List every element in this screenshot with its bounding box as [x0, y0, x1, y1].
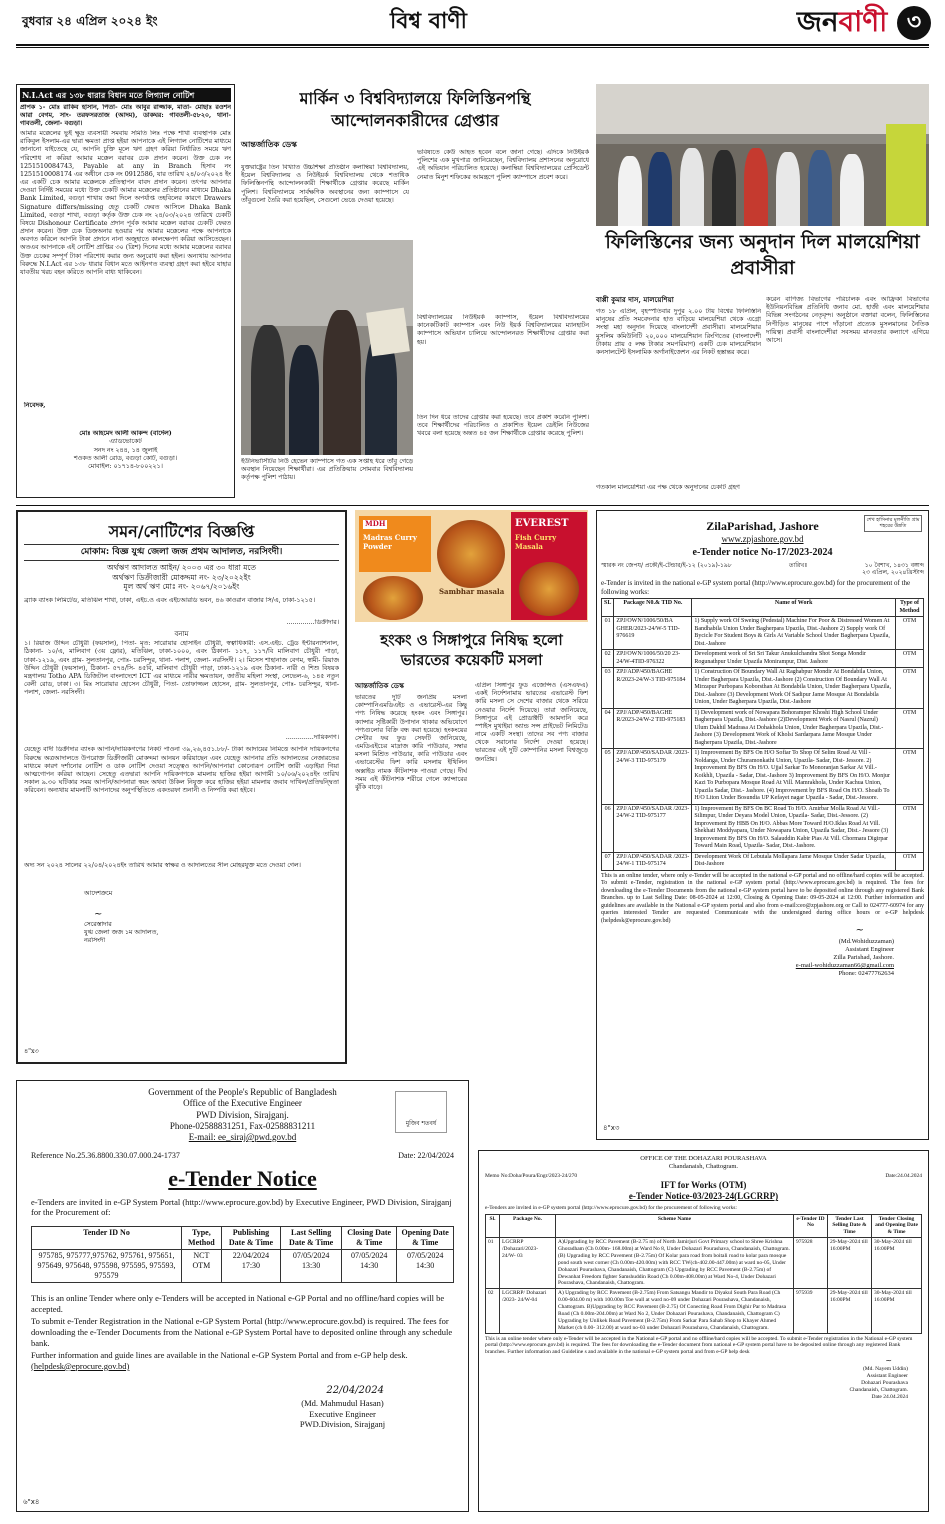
pwd-size: ৬"x৪ — [23, 1498, 40, 1507]
doha-footer: This is an online tender where only e-Tender will be accepted in the National e-GP portal and no offline/hard copies will be accepted. To submit e-Tender registration in the National e-GP system portal (http://www.eprocure.gov.bd) is required. The fees for downloading the e-Tender document from national e-GP system portal have to be deposited online through any registered Bank branches. Further information and Guideline s and available in the national e-GP system portal and from e-GP help desk — [485, 1335, 913, 1356]
spice-brand1: MDH — [365, 519, 386, 528]
summons-debtor: ..............দায়িকগণ। — [285, 734, 339, 742]
zila-cell-package: ZPJ/ADP/450/BAGHE R/2023-24/W-3 TID-975184 — [614, 668, 692, 709]
table-row — [602, 650, 924, 668]
section-rule — [16, 505, 929, 506]
masthead-logo — [797, 4, 931, 40]
ni-act-sign-addr: শওকত আলী রোড, বগুড়া কোর্ট, বগুড়া। — [73, 454, 178, 462]
zila-memo: স্মারক নং জেপয/ প্রকৌ/ই-টেন্ডার/ই-১২ (২০১৯)-১৯৮ — [601, 561, 732, 569]
doha-col-scheme: Scheme Name — [556, 1214, 794, 1238]
summons-sign1: সেরেস্তাদার — [84, 921, 112, 929]
malaysia-strap: বাপ্পী কুমার দাস, মালয়েশিয়া — [596, 295, 674, 304]
summons-case: অর্থঋণ ডিক্রীজারী মোকদ্দমা নং- ২৩/২০২২ইং — [112, 572, 251, 582]
doha-sign-role: Assistant Engineer — [866, 1373, 908, 1379]
zila-cell-sl: 06 — [602, 804, 614, 852]
doha-col-sl: Sl. — [486, 1214, 500, 1238]
pwd-col-type: Type, Method — [182, 1227, 222, 1250]
pwd-sign-org: PWD.Division, Sirajganj — [299, 1419, 386, 1430]
doha-sign-org: Dohazari Pourashava — [861, 1379, 908, 1386]
summons-body: যেহেতু বাদী ডিক্রীদার ব্যাংক আপনি/দায়িকগণের নিকট পাওনা ৩৯,২৬,৪৫১.৮৮/- টাকা আদায়ের নিমিত্তে আপনি দায়িকগণের বিরুদ্ধে অত্রআদালতে উপরোক্ত ডিক্রীজারী মোকদ্দমা আনয়ন করিয়াছেন এবং যেহেতু আপনার প্রতি আদালতের নেজারতের মাধ্যমে কারণ দর্শানোর নোটিশ ও ডাক নোটিশ দেওয়া সত্ত্বেও আপনি/আপনারা কোনোরূপ নোটিশ জারী এড়াইয়া গিয়া আত্মগোপন করিয়া আছেন। সেহেতু এতদ্বারা আপনি দায়িকগণকে মামলায় হাজির হইয়া আগামী ১০/০৬/২০২৪ইং তারিখ সকাল ৯.৩০ ঘটিকার সময় আপনি/আপনারা স্বয়ং অথবা উকিল নিযুক্ত করে হাজির হইয়া মামলায় জবাব দাখিল/প্রতিদ্বন্দ্বিতা করিবেন। অন্যথায় মামলাটি আপনাদের অনুপস্থিতিতে একতরফা শুনানী ও নিষ্পত্তি করা হইবে। — [24, 746, 339, 795]
zila-size: ৪"x৩ — [603, 1124, 620, 1133]
us-headline: মার্কিন ৩ বিশ্ববিদ্যালয়ে ফিলিস্তিনপন্থি আন্দোলনকারীদের গ্রেপ্তার — [299, 89, 531, 130]
pwd-intro: e-Tenders are invited in e-GP System Portal (http://www.eprocure.gov.bd) by Executive Engineer, PWD Division, Sirajganj for the Procurement of: — [31, 1196, 452, 1218]
doha-cell-sl: 01 — [486, 1238, 500, 1289]
malaysia-col1: গত ১৮ এপ্রিল, বৃহস্পতিবার দুপুর ২.০০ টায় বিশ্বের ফিলিস্তিনি মানুষের প্রতি সমবেদনার হাত বাড়িয়ে মালয়েশিয়া থেকে এগ্রো সংস্থা মহা অনুদান দিয়েছে বাংলাদেশী প্রবাসীরা। মালয়েশিয়ার মুসলিম কমিউনিটি ২০,০০০ মালয়েশিয়ান রিংগিতের (বাংলাদেশী টাকায় প্রায় ৫ লক্ষ টাকার সমপরিমাণ) একটি চেক মালয়েশিয়ান কনসালটেন্ট ইসলামিক অর্গানাইজেশন এর নিকট হস্তান্তর করে। — [596, 308, 761, 356]
pwd-tender — [16, 1080, 469, 1512]
summons-plaintiff: ব্র্যাক ব্যাংক লিমিটেড, মতিঝিল শাখা, ঢাকা, এইচ.ও এবং এইচআরডি ভবন, ৪৬ কাওরান বাজার সি/এ, ঢাকা-১২১৫। — [24, 597, 315, 605]
pwd-div: PWD Division, Sirajganj. — [196, 1109, 289, 1120]
pwd-gov: Government of the People's Republic of Bangladesh — [148, 1087, 337, 1097]
ni-act-body: আমার মক্কেলের ভুই ক্ষুদ্র ব্যবসায়ী সমবায় সমিতি লিঃ পক্ষে শাখা ব্যবস্থাপক মোঃ রাকিবুল ইসলাম-এর দ্বারা ক্ষমতা প্রাপ্ত হইয়া আপনাকে এই লিগ্যাল নোটিশের মাধ্যমে জানানো যাইতেছে যে, আপনি চুক্তি মূলে ঋণ গ্রহণ করিয়া নির্ধারিত সময়ে ঋণ পরিশোধ না করিয়া আমার মক্কেল বরাবর চেক প্রদান করেন। উক্ত চেক নং 1251510084743, Payable at any in Branch হিসাব নং 1251510008174 এর অধীনে চেক নং 0912586, যার তারিখ ২৪/০৩/২০২৪ ইং এর একটি চেক আমার মক্কেলকে প্রতিস্থাপন বাবদ প্রদান করেন। তৎপর আপনার দেওয়া নির্দিষ্ট সময়ের মধ্যে উক্ত চেকটি আমার মক্কেলের প্রতিষ্ঠানের মাধ্যমে Dhaka Bank Limited, বগুড়া শাখায় জমা দিলে অপর্যাপ্ত তহবিলের কারণে Drawers Signature differs/missing হেতু চেকটি ফেরত আসিলে Dhaka Bank Limited, বগুড়া শাখা, বগুড়া কর্তৃক উক্ত চেক নং ২৪/০৩/২০২৪ তারিখে চেকটি বিষয়ে Dishonour Certificate প্রদান পূর্বক আমার মক্কেল বরাবর চেকটি ফেরত প্রদান করেন। উক্ত চেক ডিজঅনার হওয়ার পর আমার মক্কেলের পক্ষে আপনাকে অবগত করিলে আপনি টাকা প্রদানে নানা অজুহাতে কালক্ষেপণ করিয়া আসিতেছেন। অতএব আপনাকে এই নোটিশ প্রাপ্তির ৩০ (ত্রিশ) দিনের মধ্যে আমার মক্কেলের বরাবর উক্ত চেকের সম্পূর্ণ টাকা পরিশোধ করার জন্য অনুরোধ করা হইল। অন্যথায় আপনার বিরুদ্ধে N.I.Act এর ১৩৮ ধারার বিধান মতে আইনগত ব্যবস্থা গ্রহণ করা হইবে যাহার যাবতীয় খরচ বহন করিতে আপনি বাধ্য থাকিবেন। — [20, 130, 231, 276]
zila-cell-work: 1) Development work of Nowapara Bohoramper Khoshi High School Under Bagherpara Upazila, Dist.-Jashore (2)Development Work of Nasrul (Nazrul) Ulum Dakhil Madrasa At Dohakhola Union, Under Bagherpara Upazila, Dist.-Jashore (3) Development Work of Kholsi Sardarpara Jame Mosque Under Bagherpara Upazila, Dist.-Jashore — [692, 708, 896, 749]
summons-act: অর্থঋণ আদালত আইন/ ২০০৩ এর ৩০ ধারা মতে — [106, 563, 257, 573]
summons-date-line: অদ্য সন ২০২৪ সালের ২২/০৪/২০২৪ইং তারিখ আমার স্বাক্ষর ও আদালতের সীল মোহরযুক্ত মতে দেওয়া গেল। — [24, 862, 301, 870]
pwd-cell-publish: 22/04/2024 17:30 — [221, 1250, 280, 1283]
malaysia-col2: করেন বাণিজ্য বিভাগের পরিচালক এবং আফ্রিকা বিভাগের ইউনিয়নবিভিন্ন প্রতিনিধি জনাব মো. হাজী এবং মালয়েশিয়ার বিভিন্ন সংগঠনের নেতৃবৃন্দ। অনুষ্ঠানে বক্তারা বলেন, ফিলিস্তিনের নিপীড়িত মানুষের পাশে দাঁড়ানো প্রত্যেক মুসলমানের নৈতিক দায়িত্ব। প্রবাসী বাংলাদেশীরা সবসময় মানবতার কল্যাণে এগিয়ে আসে। — [766, 296, 929, 344]
zila-sign-email: e-mail-wohiduzzaman66@gmail.com — [795, 962, 894, 970]
ni-act-sign-reg: সনদ নং ২৪৪, ১৪ জুলাই — [93, 446, 158, 454]
doha-cell-sl: 02 — [486, 1289, 500, 1333]
doha-cell-closing: 30-May-2024 till 16:00PM — [872, 1289, 922, 1333]
page-number: ৩ — [897, 6, 931, 40]
doha-sign-name: (Md. Nayem Uddin) — [862, 1366, 908, 1373]
zila-table — [601, 598, 924, 871]
pwd-col-publish: Publishing Date & Time — [221, 1227, 280, 1250]
summons-size: ৪"x৩ — [24, 1047, 39, 1055]
us-caption: ইউনিভার্সিটির নিউ হেভেন ক্যাম্পাসে গত এক সপ্তাহ ধরে তাঁবু গেড়ে অবস্থান নিয়েছেন শিক্ষার্থীরা। এর প্রতিক্রিয়ায় সোমবার বিশ্ববিদ্যালয় কর্তৃপক্ষ পুলিশ পাঠায়। — [241, 458, 413, 482]
doha-cell-closing: 30-May-2024 till 16:00PM — [872, 1238, 922, 1289]
pwd-sign-date: 22/04/2024 — [326, 1385, 384, 1397]
pwd-col-opening: Opening Date & Time — [397, 1227, 454, 1250]
spice-story — [355, 510, 588, 1064]
zila-cell-package: ZPJ/ADP/450/SADAR /2023-24/W-3 TID-975179 — [614, 749, 692, 805]
doha-cell-selling: 29-May-2024 till 16:00PM — [828, 1289, 872, 1333]
pwd-cell-type: NCT OTM — [182, 1250, 222, 1283]
zila-col-package: Package N0.& TID No. — [614, 599, 692, 617]
summons-decree-holder: ..............ডিক্রীদার। — [286, 619, 339, 627]
summons-signature: ~ — [94, 908, 103, 920]
ni-act-sign-label: নিবেদক, — [24, 402, 46, 409]
pwd-ref: Reference No.25.36.8800.330.07.000.24-1737 — [31, 1151, 180, 1161]
us-col1: যুক্তরাষ্ট্রের তিন বিখ্যাত উচ্চশিক্ষা প্রতিষ্ঠান কলাম্বিয়া বিশ্ববিদ্যালয়, ইয়েল বিশ্ববিদ্যালয় ও নিউইয়র্ক বিশ্ববিদ্যালয় থেকে শতাধিক ফিলিস্তিনপন্থি আন্দোলনকারী শিক্ষার্থীকে গ্রেপ্তার করেছে মার্কিন পুলিশ। বিশ্ববিদ্যালয়ে সার্বক্ষণিক অবস্থানের জন্য ক্যাম্পাসে যে তাঁবুগুলো তৈরি করা হয়েছিল, সেগুলো ভেঙে দেওয়া হয়েছে। — [241, 164, 409, 204]
table-row — [486, 1289, 922, 1333]
spice-product1: Madras Curry Powder — [363, 533, 417, 551]
zila-sign-role: Assistant Engineer — [845, 945, 894, 953]
pwd-title: e-Tender Notice — [168, 1166, 317, 1192]
zila-col-method: Type of Method — [896, 599, 924, 617]
zila-sign-name: (Md.Wohiduzzaman) — [838, 937, 894, 945]
zila-cell-sl: 03 — [602, 668, 614, 709]
issue-date: বুধবার ২৪ এপ্রিল ২০২৪ ইং — [22, 14, 158, 28]
zila-badge: শেখ হাসিনার মূলনীতি গ্রাম শহরের উন্নতি — [864, 515, 922, 532]
pwd-cell-id: 975785, 975777,975762, 975761, 975651, 975649, 975648, 975598, 975595, 975593, 975579 — [32, 1250, 182, 1283]
spice-photo — [355, 510, 588, 622]
pwd-cell-selling: 07/05/2024 13:30 — [281, 1250, 342, 1283]
malaysia-footer: গতকাল মালয়েশিয়া এর পক্ষ থেকে অনুদানের চেকটি গ্রহণ — [596, 484, 740, 491]
pwd-col-selling: Last Selling Date & Time — [281, 1227, 342, 1250]
zila-date-bn: ১০ বৈশাখ, ১৪৩১ বঙ্গাব্দ — [864, 561, 924, 569]
zila-cell-package: ZPJ/ADP/450/SADAR /2023-24/W-1 TID-975174 — [614, 852, 692, 870]
zila-web: www.zpjashore.gov.bd — [721, 534, 804, 544]
doha-cell-scheme: A)Upgrading by RCC Pavement (B-2.75 m) of North Jamirjuri Govt Primary school to Shree Krishna Ghoradham (Ch 0.00m- 168.00m) at Ward No 8, Under Dohazari Pourashava, Chandanaish, Chattogram. (B) Upgrading by RCC Pavement (B-2.75m) Of Kolar para road from boitali road to kolar para mosque pond south west corner (Ch 0.00m-420.00m) with RCC TW(ch-402.00-447.00m) at ward no-05, Under Dohazari Pourashava, Chandanaish, Chattogram (C) Upgrading by RCC Pavement (B-2.75m) of Dewanhat Freedom fighter Samshuddin Road (Ch 0.00m-408.00m) at Ward No-4, Under Dohazari Pourashava, Chandanaish, Chattogram. — [556, 1238, 794, 1289]
table-row — [602, 668, 924, 709]
zila-cell-work: 1) Construction Of Boundary Wall At Raghabpur Mondir At Bondabila Union, Under Bagherpara Upazila, Dist.-Jashore (2) Construction Of Boundary Wall At Mirzapur Purbopara Koborsthan At Bondabila Union, Under Bagherpara Upazila, Dist.-Jashore (3) Development Work Of Sadipur Jame Mosque At Bondabila Union, Under Bagherpara Upazila, Dist.-Jashore — [692, 668, 896, 709]
zila-cell-method: OTM — [896, 650, 924, 668]
zila-cell-work: 1) Supply work Of Sweing (Pedestal) Machine For Poor & Distressed Women At Bandhabila Union Under Bagherpara Upazila, Dist.-Jashore 2) Supply work Of Bycicle For Student Boys & Girls At Variable School Under Bagherpara Upazila, Dist.-Jashore — [692, 617, 896, 650]
pwd-email: E-mail: ee_siraj@pwd.gov.bd — [188, 1132, 297, 1142]
zila-cell-sl: 04 — [602, 708, 614, 749]
donation-photo — [596, 84, 929, 226]
doha-cell-package: LGCRRP/ Dohazari /2023- 24/W-04 — [500, 1289, 556, 1333]
zila-footer: This is an online tender, where only e-Tender will be accepted in the national e-GP portal and no offline/hard copies will be accepted. To submit e-Tender, registration in the national e-GP system portal (http://www.eprocure.gov.bd) is required. The fees for downloading the e-Tender Documents from the national e-GP system portal have to be deposited online through any registered Bank Branches. up to Last Selling Date: 08-05-2024 at 12:00, Closing & Opening Date: 09-05-2024 at 12:00. Further information and guidelines are available in the National e-GP system portal and also from e-mail:ceo@zpjashore.org or Call to 024777-60974 for any queries interested Tender are requested Communicate with the undersigned during office hours or e-GP helpdesk (helpdesk@eprocure.gov.bd) — [601, 872, 924, 924]
zila-cell-package: ZPJ/ADP/450/BAGHE R/2023-24/W-2 TID-975183 — [614, 708, 692, 749]
zila-cell-method: OTM — [896, 749, 924, 805]
spice-col1: ভারতের দুটি জনপ্রিয় মসলা কোম্পানিএমডিএইচ ও এভারেস্ট-এর কিছু পণ্য নিষিদ্ধ করেছে হংকং এবং সিঙ্গাপুর। ক্যান্সার সৃষ্টিকারী উপাদান থাকার অভিযোগে পণ্যগুলোর বিক্রি বন্ধ করা হয়েছে। হংকংয়ের সেন্টার ফর ফুড সেফটি জানিয়েছে, এমডিএইচের মাদ্রাজ কারি পাউডার, সম্বার মসলা মিশ্রিত পাউডার, কারি পাউডার এবং এভারেস্টের ফিশ কারি মসলায় ইথিলিন অক্সাইড নামক কীটনাশক পাওয়া গেছে। দীর্ঘ সময় এই কীটনাশক শরীরে গেলে ক্যান্সারের ঝুঁকি বাড়ে। — [355, 694, 467, 791]
header-rule — [16, 44, 929, 46]
zila-tender — [596, 510, 929, 1140]
pwd-sign-name: (Md. Mahmudul Hasan) — [301, 1397, 384, 1408]
zila-cell-method: OTM — [896, 708, 924, 749]
pwd-body2: To submit e-Tender Registration in the National e-GP System Portal (http://www.eprocure.gov.bd) is required. The fees for downloading the e-Tender Documents from the National e-GP System Portal have to deposited online through any schedule bank. — [31, 1316, 453, 1348]
us-col2: ভবিষ্যতে কেউ আহত হবেন বলে জানা গেছে। এদিকে নিউইয়র্ক পুলিশের এক মুখপাত্র জানিয়েছেন, বিশ্ববিদ্যালয় প্রশাসনের অনুরোধে এই অভিযান পরিচালিত হয়েছে। কলাম্বিয়া বিশ্ববিদ্যালয়ের প্রেসিডেন্ট নেমাত মিনুশ শফিকের আমন্ত্রণে পুলিশ ক্যাম্পাসে প্রবেশ করে। — [417, 149, 589, 181]
pwd-body1: This is an online Tender where only e-Tenders will be accepted in National e-GP Portal and no offline/hard copies will be accepted. — [31, 1293, 445, 1314]
table-row — [486, 1238, 922, 1289]
doha-notice: e-Tender Notice-03/2023-24(LGCRRP) — [628, 1191, 779, 1202]
doha-col-closing: Tender Closing and Opening Date & Time — [872, 1214, 922, 1238]
table-row — [32, 1250, 454, 1283]
summons-court: মোকাম: বিজ্ঞ যুগ্ম জেলা জজ প্রথম আদালত, নরসিংদী। — [24, 544, 339, 561]
malaysia-headline: ফিলিস্তিনের জন্য অনুদান দিল মালয়েশিয়া প্রবাসীরা — [605, 231, 920, 279]
spice-strap: আন্তর্জাতিক ডেস্ক — [355, 681, 404, 690]
spice-product2: Sambhar masala — [439, 587, 505, 596]
doha-col-selling: Tender Last Selling Date & Time — [828, 1214, 872, 1238]
table-row — [602, 708, 924, 749]
table-row — [602, 617, 924, 650]
ni-act-notice — [16, 84, 235, 498]
doha-cell-id: 975928 — [794, 1238, 828, 1289]
table-row — [602, 804, 924, 852]
us-campus-story — [241, 84, 589, 499]
spice-col2: এপ্রিল সিঙ্গাপুর ফুড এজেন্সিও (এসএফএ) একই নির্দেশনামায় ভারতের এভারেস্ট ফিশ কারি মসলা সে দেশের বাজার থেকে সরিয়ে নেওয়ার নির্দেশ দিয়েছে। তারা জানিয়েছে, সিঙ্গাপুরে এই প্রোডাক্টটি আমদানি করে স্পাইস মুথাইয়া অ্যান্ড সন্স প্রাইভেট লিমিটেড নামে একটি সংস্থা। তাদের সব পণ্য বাজার থেকে সরানোর নির্দেশ দেওয়া হয়েছে। ভারতের এই দুটি কোম্পানির মসলা বিশ্বজুড়ে জনপ্রিয়। — [475, 682, 588, 763]
doha-sign-date: Date 24.04.2024 — [871, 1393, 908, 1400]
doha-memo: Memo No:Doha/Poura/Engr/2023-24/270 — [485, 1173, 578, 1180]
doha-date: Date:24.04.2024 — [885, 1173, 922, 1180]
zila-cell-sl: 02 — [602, 650, 614, 668]
zila-cell-work: 1) Improvement By BFS On BC Road To H/O. Amirbar Molla Road At Vill.- Silimpur, Under Deyara Model Union, Upazila- Sadar, Dist.-Jessore. (2) Improvement By HBB On H/O. Abbas More Toward H/O.Iklas Road At Vill. Shekhati Moddyapara, Under Nowapara Union, Upazila Sadar, Dist.- Jessore (3) Improvement By BFS On H/O. Salauddin Kabir Pias At Vill. Chormara Digirpar Toward Main Road, Upazila- Sadar, Dist.-Jashore. — [692, 804, 896, 852]
zila-intro: e-Tender is invited in the national e-GP system portal (http://www.eprocure.gov.bd) for the procurement of the following works: — [601, 578, 911, 596]
malaysia-story — [596, 84, 929, 498]
zila-date-en: ২৩ এপ্রিল, ২০২৪খ্রিস্টাব্দ — [862, 569, 924, 577]
zila-cell-package: ZPJ/ADP/450/SADAR /2023-24/W-2 TID-975177 — [614, 804, 692, 852]
doha-title: IFT for Works (OTM) — [660, 1180, 747, 1191]
zila-cell-package: ZPJ/OWN/1006/50/BA GHER/2023-24/W-5 TID-976619 — [614, 617, 692, 650]
doha-cell-package: LGCRRP /Dohazari/2023- 24/W- 03 — [500, 1238, 556, 1289]
zila-org: ZilaParishad, Jashore — [706, 519, 819, 533]
us-col3: বিশ্ববিদ্যালয়ের নিউইয়র্ক ক্যাম্পাস, ইয়েল বিশ্ববিদ্যালয়ের কানেকটিকাট ক্যাম্পাস এবং নিউ ইয়র্ক বিশ্ববিদ্যালয়ের ম্যানহাটন ক্যাম্পাসে অভিযান চালিয়ে আন্দোলনরত শিক্ষার্থীদের গ্রেপ্তার করা হয়। — [417, 314, 589, 346]
pwd-helpdesk: (helpdesk@eprocure.gov.bd) — [31, 1360, 130, 1371]
pwd-sign-role: Executive Engineer — [309, 1408, 376, 1419]
pwd-body3: Further information and guide lines are available in the National e-GP System Portal and from e-GP help desk. — [31, 1350, 408, 1361]
doha-cell-selling: 29-May-2024 till 16:00PM — [828, 1238, 872, 1289]
doha-sign-place: Chandanaish, Chattogram. — [849, 1386, 908, 1393]
ni-act-title: N.I.Act এর ১৩৮ ধারার বিধান মতে লিগ্যাল নোটিশ — [20, 88, 231, 102]
doha-intro: e-Tenders are invited in e-GP system portal (http://www.eprocure.gov.bd) for the procurement of following works: — [485, 1204, 737, 1211]
zila-notice: e-Tender notice No-17/2023-2024 — [692, 547, 833, 559]
spice-brand3: EVEREST — [515, 518, 569, 529]
summons-order: আদেশক্রমে — [84, 890, 113, 898]
doha-place: Chandanaish, Chattogram. — [668, 1163, 739, 1171]
pwd-logo: মুজিব শতবর্ষ — [395, 1091, 447, 1133]
zila-cell-work: Development work of Sri Sri Takur Anukulchandra Shot Songa Mondir Rogunathpur Under Upazila Monirampur, Dist. Jashore — [692, 650, 896, 668]
pwd-date: Date: 22/04/2024 — [398, 1151, 454, 1161]
zila-sign-phone: Phone: 02477762634 — [838, 970, 894, 978]
zila-cell-package: ZPJ/OWN/1006/50/20 23-24/W-4TID-976322 — [614, 650, 692, 668]
pwd-col-id: Tender ID No — [32, 1227, 182, 1250]
doha-table — [485, 1214, 922, 1334]
zila-cell-sl: 01 — [602, 617, 614, 650]
summons-notice — [16, 510, 347, 1064]
zila-cell-sl: 07 — [602, 852, 614, 870]
doha-cell-id: 975939 — [794, 1289, 828, 1333]
summons-case2: মূল অর্থ ঋণ মোঃ নং- ২০৬৭/২০১৬ইং — [123, 582, 240, 591]
zila-cell-method: OTM — [896, 804, 924, 852]
pwd-cell-opening: 07/05/2024 14:30 — [397, 1250, 454, 1283]
header-rule-thin — [16, 47, 929, 48]
summons-vs: বনাম — [174, 629, 189, 638]
summons-sign2: যুগ্ম জেলা জজ ১ম আদালত, — [84, 929, 159, 937]
us-strap: আন্তর্জাতিক ডেস্ক — [241, 139, 297, 150]
summons-title: সমন/নোটিশের বিজ্ঞপ্তি — [108, 522, 255, 541]
zila-sign-org: Zilla Parishad, Jashore. — [833, 954, 894, 961]
pwd-col-closing: Closing Date & Time — [342, 1227, 397, 1250]
us-col4: তিন দিন ধরে তাদের গ্রেপ্তার করা হয়েছে। তবে প্রকাশ করেনি পুলিশ। তবে শিক্ষার্থীদের পরিচালিত ও প্রকাশিত ইয়েল ডেইলি নিউজের খবরে বলা হয়েছে অন্তত ৪৫ জন শিক্ষার্থীকে গ্রেপ্তার করেছে পুলিশ। — [417, 414, 589, 438]
logo-part-b: বাণী — [838, 5, 888, 38]
ni-act-sign-phone: মোবাইল: ০১৭১৪-৮০০২২১। — [88, 462, 163, 470]
pwd-table — [31, 1226, 454, 1283]
doha-col-id: e-Tender ID No — [794, 1214, 828, 1238]
summons-sign3: নরসিংদী — [84, 937, 106, 945]
table-row — [602, 852, 924, 870]
zila-cell-method: OTM — [896, 617, 924, 650]
zila-signature: ~ — [855, 925, 864, 937]
zila-cell-work: Development Work Of Lebutala Mollapara Jame Mosque Under Sadar Upazila, Dist-Jashore — [692, 852, 896, 870]
pwd-phone: Phone-02588831251, Fax-02588831211 — [169, 1120, 316, 1131]
ni-act-sign-role: এ্যাডভোকেট — [109, 438, 142, 446]
pwd-office: Office of the Executive Engineer — [183, 1098, 302, 1109]
doha-signature: ~ — [885, 1356, 892, 1366]
doha-cell-scheme: A) Upgrading by RCC Pavement (B-2.75m) From Satsangu Mandir to Diyakul South Para Road (Ch 0.00-604.00 m) with 100.00m Toe wall at ward no-09 under Dohazari Pourashava, Chandanaish, Chattogram. B)Upgrading by RCC Pavement (B-2.75) Of Conecting Road From Dighir Par to Madrasa Road (Ch 0.00m-204.00m) at Ward No 2, Under Dohazari Pourashava, Chandanaish, Chattogram C) Upgrading by Unlikek Road Pavement (B-2.75m) From Sarkar Para Sahab Shop to Khayer Ahmed Market (ch 0.00- 312.00) at ward no-03 under Dohazari Pourashava, Chandanaish, Chattogram. — [556, 1289, 794, 1333]
zila-cell-method: OTM — [896, 852, 924, 870]
doha-office: OFFICE OF THE DOHAZARI POURASHAVA — [640, 1155, 767, 1162]
table-row — [602, 749, 924, 805]
dohazari-tender — [478, 1150, 929, 1512]
zila-date-label: তারিখঃ — [789, 561, 808, 569]
spice-product3: Fish Curry Masala — [515, 533, 557, 551]
zila-col-work: Name of Work — [692, 599, 896, 617]
zila-cell-work: 1) Improvement By BFS On H/O Sofiar To Shop Of Selim Road At Vill - Noldanga, Under Churamonkathi Union, Upazila- Sadar, Dist- Jessore. 2) Improvement By BFS On H/O. Ujjal Sarkar To Monoranjan Sarkar At Vill.- Koikhli, Upazila - Sadar, Dist.-Jashore 3) Improvement By BFS On H/O. Monjur Kazi To Purbopara Mosque Road At Vill. Mamrakhola, Under Kachua Union, Upazila Sadar, Dist.- Jashore. (4) Improvement by BFS Road On H/O. Shoaib To H/O Liton Under Bosundia UP Kefayet nagar Upazila - Sadar, Dist.-Jessore. — [692, 749, 896, 805]
pwd-cell-closing: 07/05/2024 14:30 — [342, 1250, 397, 1283]
zila-cell-sl: 05 — [602, 749, 614, 805]
summons-defendants: ১। রিয়াজ উদ্দিন চৌধুরী (ফয়সাল), পিতা- মৃত: সারোয়ার হোসাইন চৌধুরী, স্বত্বাধিকারী: এস.এইচ. ট্রেড ইন্টারন্যাশনাল, ঠিকানা- ১০/এ, মালিবাগ (৩য় ফ্লোর), মতিঝিল, ঢাকা-১০০০, এবং ঠিকানা- ১১৭, ১১৭/বি মালিবাগ চৌধুরী পাড়া, ঢাকা-১২১৯, এবং গ্রাম- সুলতানপুর, পোঃ- চরসিন্দুর, থানা- পলাশ, জেলা- নরসিংদী। ২। মিসেস শাহানাজ বেগম, স্বামী- রিয়াজ উদ্দিন চৌধুরী (ফয়সাল), ঠিকানা- ৫৭৪/সি- ৪৫বি, মালিবাগ চৌধুরী পাড়া, ঢাকা-১২১৯ এবং ঠিকানা- নারী ও শিশু বিষয়ক মন্ত্রণালয় Totho APA ডিজিটাল বাংলাদেশে ICT এর মাধ্যমে নারীর ক্ষমতায়ন, জাতীয় মহিলা সংস্থা, লেভেল-৬, ১৪৫ নতুন বেলী রোড, ঢাকা। ৩। মিঃ সারোয়ার হোসেন চৌধুরী, পিতা- তোফাজ্জল হোসেন, গ্রাম- সুলতানপুর, পোঃ- চরসিন্দুর, থানা- পলাশ, জেলা- নরসিংদী। — [24, 640, 339, 697]
protest-photo — [241, 240, 413, 455]
ni-act-recipient: প্রাপক ১- মোঃ রাকিব হাসান, পিতা- মোঃ আবুর রাজ্জাক, মাতা- মোছাঃ রওশন আরা বেগম, সাং- তরফসরতাজ (আদম), ডাকঘর: গাবতলী-৫৮২০, থানা- গাবতলী, জেলা- বগুড়া। — [20, 104, 231, 128]
logo-part-a: জন — [796, 5, 839, 38]
section-title: বিশ্ব বাণী — [390, 8, 467, 34]
ni-act-sign-name: মোঃ আহমেদ আলী আকন্দ (বার্দেল) — [79, 430, 172, 438]
spice-headline: হংকং ও সিঙ্গাপুরে নিষিদ্ধ হলো ভারতের কয়েকটি মসলা — [380, 631, 563, 670]
zila-col-sl: SL — [602, 599, 614, 617]
zila-cell-method: OTM — [896, 668, 924, 709]
doha-col-package: Package No. — [500, 1214, 556, 1238]
